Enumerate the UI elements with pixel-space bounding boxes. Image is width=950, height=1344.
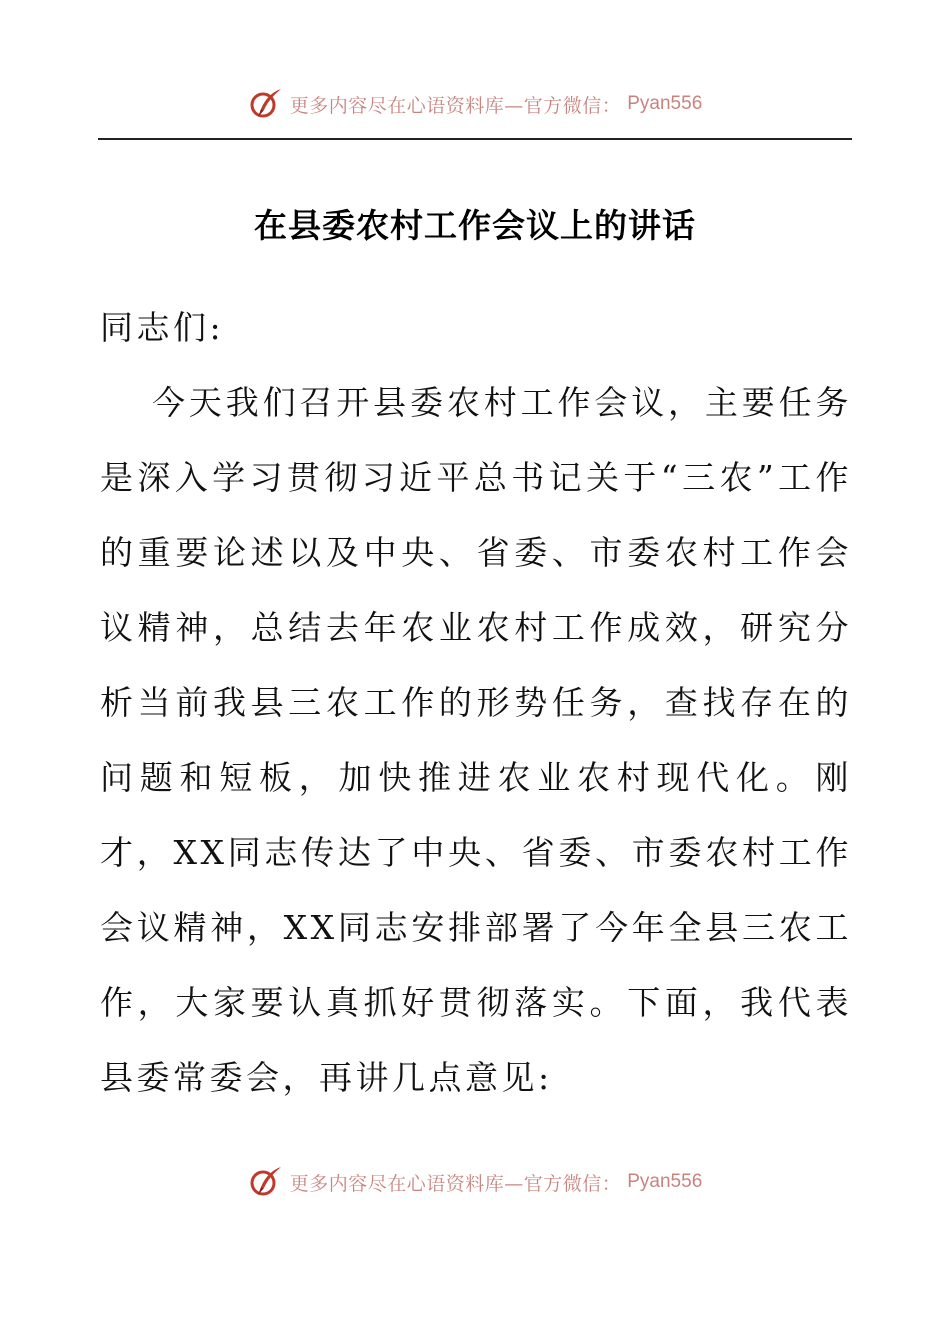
- watermark-wechat-id: Pyan556: [627, 93, 703, 114]
- watermark-text: 更多内容尽在心语资料库—官方微信：: [289, 1172, 622, 1195]
- salutation: 同志们:: [100, 308, 225, 347]
- header-watermark: [0, 84, 950, 124]
- watermark-text: 更多内容尽在心语资料库—官方微信：: [289, 94, 622, 117]
- header-divider: [98, 138, 852, 140]
- footer-watermark: [0, 1162, 950, 1202]
- quill-logo-icon: [248, 86, 284, 122]
- document-title: 在县委农村工作会议上的讲话: [254, 206, 696, 245]
- body-paragraph: 今天我们召开县委农村工作会议，主要任务是深入学习贯彻习近平总书记关于“三农”工作的重要论述以及中央、省委、市委农村工作会议精神，总结去年农业农村工作成效，研究分析当前我县三农工作的形势任务，查找存在的问题和短板，加快推进农业农村现代化。刚才，XX同志传达了中央、省委、市委农村工作会议精神，XX同志安排部署了今年全县三农工作，大家要认真抓好贯彻落实。下面，我代表县委常委会，再讲几点意见:: [100, 383, 852, 1097]
- document-body: [100, 290, 852, 1115]
- watermark-wechat-id: Pyan556: [627, 1171, 703, 1192]
- quill-logo-icon: [248, 1164, 284, 1200]
